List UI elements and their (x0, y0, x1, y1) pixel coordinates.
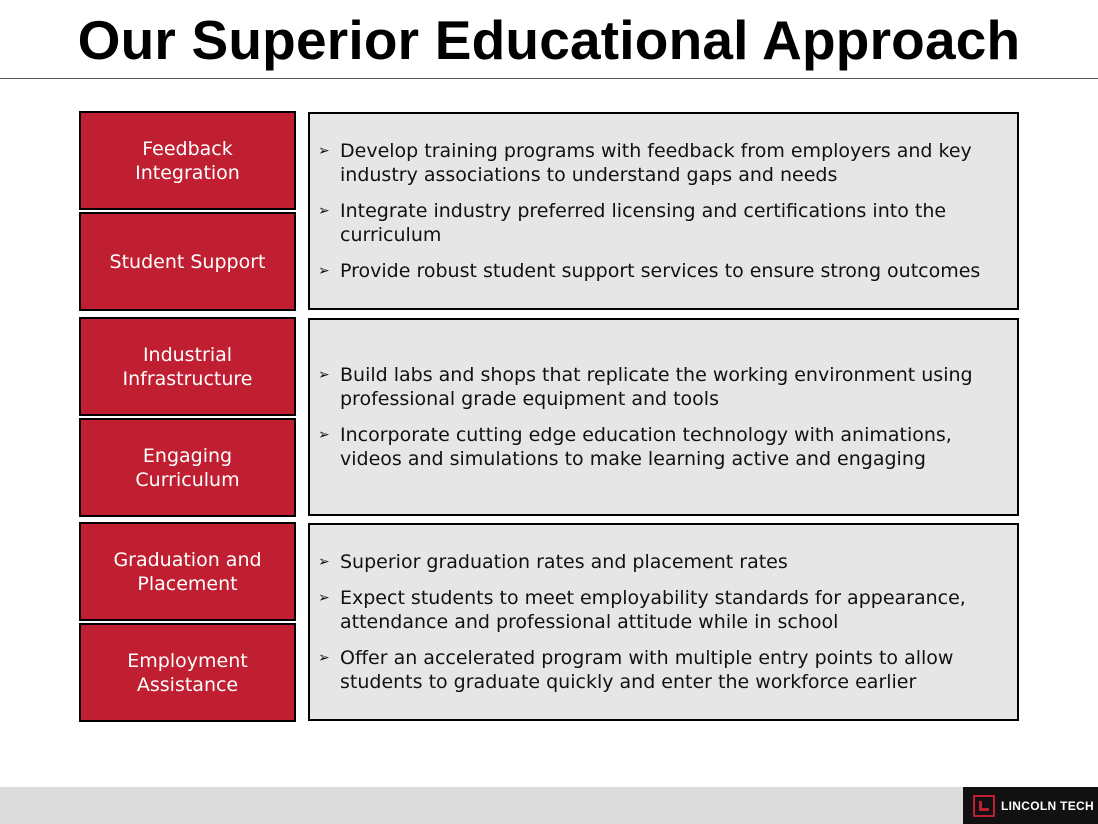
footer-bar (0, 787, 1098, 824)
label-industrial-infrastructure (79, 317, 296, 416)
label-feedback-integration (79, 111, 296, 210)
label-text: Industrial Infrastructure (122, 343, 253, 390)
brand-logo (963, 787, 1098, 824)
bullet-item (318, 139, 1009, 187)
bullet-item (318, 586, 1009, 634)
bullet-text: Develop training programs with feedback from employers and key industry associations to understand gaps and needs (340, 140, 972, 186)
bullet-panel-3 (308, 523, 1019, 721)
label-employment-assistance (79, 623, 296, 722)
slide-title: Our Superior Educational Approach (77, 9, 1021, 71)
bullet-arrow-icon: ➢ (318, 427, 330, 443)
bullet-item (318, 550, 1009, 574)
label-graduation-and-placement (79, 522, 296, 621)
bullet-arrow-icon: ➢ (318, 203, 330, 219)
bullet-text: Provide robust student support services to ensure strong outcomes (340, 260, 981, 282)
label-text: Engaging Curriculum (135, 444, 240, 491)
bullet-text: Superior graduation rates and placement rates (340, 551, 788, 573)
label-text: Employment Assistance (127, 649, 248, 696)
label-engaging-curriculum (79, 418, 296, 517)
bullet-arrow-icon: ➢ (318, 650, 330, 666)
label-student-support (79, 212, 296, 311)
bullet-panel-1 (308, 112, 1019, 310)
bullet-arrow-icon: ➢ (318, 554, 330, 570)
bullet-item (318, 423, 1009, 471)
bullet-item (318, 363, 1009, 411)
bullet-arrow-icon: ➢ (318, 263, 330, 279)
bullet-item (318, 259, 1009, 283)
bullet-text: Build labs and shops that replicate the working environment using professional grade equipment and tools (340, 364, 973, 410)
title-divider (0, 78, 1098, 79)
bullet-arrow-icon: ➢ (318, 590, 330, 606)
bullet-text: Offer an accelerated program with multiple entry points to allow students to graduate quickly and enter the workforce earlier (340, 647, 954, 693)
bullet-text: Integrate industry preferred licensing and certifications into the curriculum (340, 200, 947, 246)
bullet-panel-2 (308, 318, 1019, 516)
lincoln-tech-logo-icon (973, 795, 995, 817)
bullet-arrow-icon: ➢ (318, 143, 330, 159)
label-text: Student Support (109, 250, 266, 273)
label-text: Graduation and Placement (113, 548, 262, 595)
bullet-text: Expect students to meet employability standards for appearance, attendance and professional attitude while in school (340, 587, 966, 633)
label-text: Feedback Integration (135, 137, 240, 184)
bullet-item (318, 646, 1009, 694)
bullet-text: Incorporate cutting edge education technology with animations, videos and simulations to make learning active and engaging (340, 424, 952, 470)
bullet-item (318, 199, 1009, 247)
logo-text: LINCOLN TECH (1001, 798, 1094, 813)
bullet-arrow-icon: ➢ (318, 367, 330, 383)
